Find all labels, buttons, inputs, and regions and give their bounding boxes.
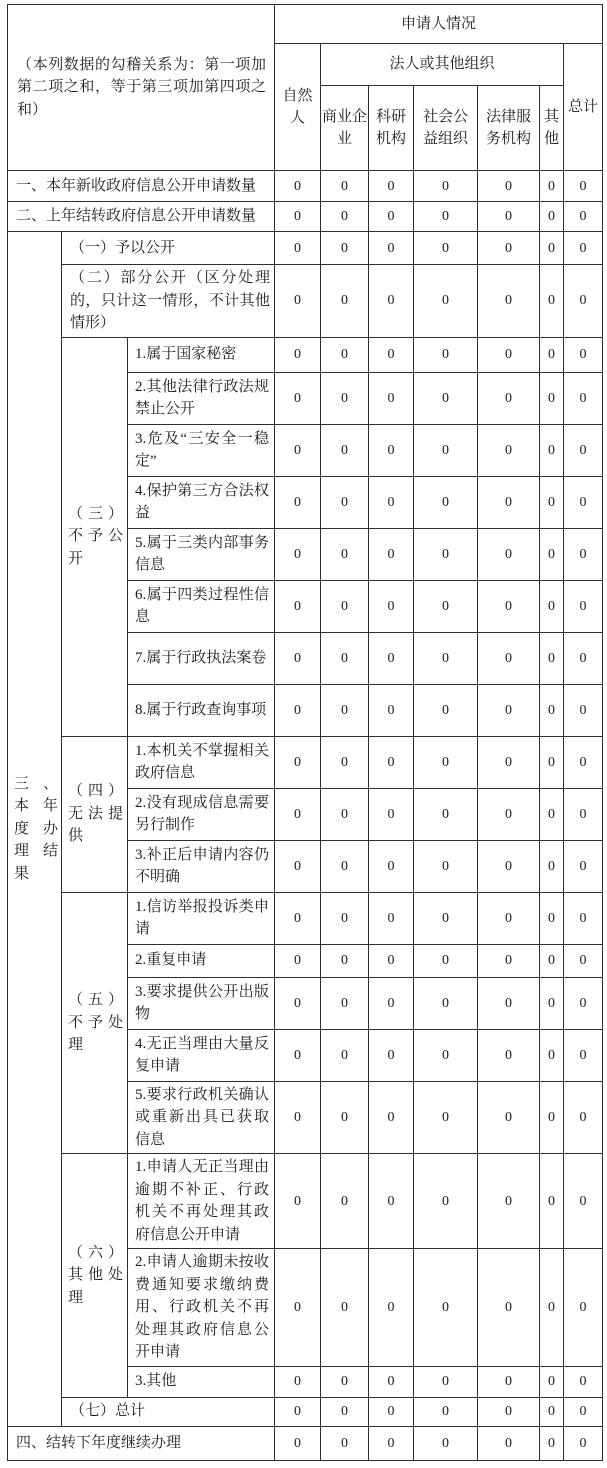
- value-cell: 0: [369, 1154, 414, 1249]
- value-cell: 0: [414, 202, 478, 232]
- value-cell: 0: [564, 232, 603, 265]
- value-cell: 0: [540, 202, 564, 232]
- value-cell: 0: [540, 476, 564, 528]
- group-label-unable-to-provide: （四）无法提供: [62, 736, 128, 892]
- value-cell: 0: [478, 1249, 540, 1367]
- row-label: 3.危及“三安全一稳定”: [128, 424, 275, 476]
- value-cell: 0: [478, 171, 540, 202]
- value-cell: 0: [564, 788, 603, 840]
- value-cell: 0: [321, 1029, 369, 1081]
- value-cell: 0: [414, 840, 478, 892]
- value-cell: 0: [478, 1081, 540, 1154]
- value-cell: 0: [564, 1249, 603, 1367]
- value-cell: 0: [275, 788, 321, 840]
- value-cell: 0: [478, 202, 540, 232]
- header-total: 总计: [564, 44, 603, 171]
- value-cell: 0: [275, 476, 321, 528]
- value-cell: 0: [540, 736, 564, 788]
- value-cell: 0: [275, 1154, 321, 1249]
- value-cell: 0: [369, 944, 414, 977]
- table-row: [8, 1154, 603, 1249]
- header-commercial-enterprise: 商业企业: [321, 86, 369, 171]
- value-cell: 0: [478, 1029, 540, 1081]
- value-cell: 0: [414, 1366, 478, 1397]
- value-cell: 0: [369, 1081, 414, 1154]
- value-cell: 0: [540, 840, 564, 892]
- row-label: 5.属于三类内部事务信息: [128, 528, 275, 580]
- value-cell: 0: [478, 944, 540, 977]
- value-cell: 0: [564, 171, 603, 202]
- value-cell: 0: [540, 1397, 564, 1426]
- table-row: [8, 202, 603, 232]
- value-cell: 0: [478, 684, 540, 736]
- value-cell: 0: [369, 1029, 414, 1081]
- value-cell: 0: [275, 736, 321, 788]
- value-cell: 0: [369, 1426, 414, 1460]
- value-cell: 0: [414, 1154, 478, 1249]
- value-cell: 0: [414, 424, 478, 476]
- header-natural-person: 自然人: [275, 44, 321, 171]
- value-cell: 0: [540, 1029, 564, 1081]
- value-cell: 0: [414, 788, 478, 840]
- value-cell: 0: [478, 977, 540, 1029]
- value-cell: 0: [275, 892, 321, 944]
- row-label: 2.没有现成信息需要另行制作: [128, 788, 275, 840]
- value-cell: 0: [564, 372, 603, 424]
- value-cell: 0: [369, 265, 414, 338]
- value-cell: 0: [478, 424, 540, 476]
- value-cell: 0: [478, 1426, 540, 1460]
- value-cell: 0: [540, 265, 564, 338]
- value-cell: 0: [414, 1029, 478, 1081]
- value-cell: 0: [275, 944, 321, 977]
- value-cell: 0: [564, 684, 603, 736]
- value-cell: 0: [369, 202, 414, 232]
- value-cell: 0: [540, 1366, 564, 1397]
- value-cell: 0: [275, 840, 321, 892]
- table-row: [8, 232, 603, 265]
- value-cell: 0: [564, 632, 603, 684]
- value-cell: 0: [478, 337, 540, 372]
- table-row: [8, 171, 603, 202]
- row-label: 4.无正当理由大量反复申请: [128, 1029, 275, 1081]
- value-cell: 0: [321, 684, 369, 736]
- table-row: [8, 1426, 603, 1460]
- value-cell: 0: [321, 736, 369, 788]
- value-cell: 0: [540, 424, 564, 476]
- value-cell: 0: [369, 977, 414, 1029]
- header-row-1: [8, 5, 603, 44]
- value-cell: 0: [369, 684, 414, 736]
- value-cell: 0: [275, 171, 321, 202]
- value-cell: 0: [564, 476, 603, 528]
- value-cell: 0: [275, 372, 321, 424]
- row-label: 1.申请人无正当理由逾期不补正、行政机关不再处理其政府信息公开申请: [128, 1154, 275, 1249]
- value-cell: 0: [321, 1426, 369, 1460]
- value-cell: 0: [540, 528, 564, 580]
- value-cell: 0: [540, 1249, 564, 1367]
- value-cell: 0: [321, 171, 369, 202]
- value-cell: 0: [414, 580, 478, 632]
- value-cell: 0: [275, 977, 321, 1029]
- row-label: 四、结转下年度继续办理: [8, 1426, 275, 1460]
- value-cell: 0: [321, 632, 369, 684]
- value-cell: 0: [275, 1366, 321, 1397]
- row-label: 1.本机关不掌握相关政府信息: [128, 736, 275, 788]
- table-row: [8, 265, 603, 338]
- value-cell: 0: [414, 1249, 478, 1367]
- value-cell: 0: [564, 1426, 603, 1460]
- value-cell: 0: [275, 1397, 321, 1426]
- value-cell: 0: [414, 632, 478, 684]
- value-cell: 0: [414, 476, 478, 528]
- value-cell: 0: [564, 337, 603, 372]
- table-row: [8, 337, 603, 372]
- value-cell: 0: [369, 840, 414, 892]
- value-cell: 0: [369, 736, 414, 788]
- row-label: 2.其他法律行政法规禁止公开: [128, 372, 275, 424]
- row-label: 1.属于国家秘密: [128, 337, 275, 372]
- value-cell: 0: [564, 977, 603, 1029]
- table-row: [8, 892, 603, 944]
- value-cell: 0: [414, 1426, 478, 1460]
- value-cell: 0: [369, 580, 414, 632]
- row-label: （二）部分公开（区分处理的，只计这一情形，不计其他情形）: [62, 265, 275, 338]
- value-cell: 0: [478, 788, 540, 840]
- row-label: 3.补正后申请内容仍不明确: [128, 840, 275, 892]
- value-cell: 0: [564, 202, 603, 232]
- value-cell: 0: [275, 1426, 321, 1460]
- value-cell: 0: [478, 476, 540, 528]
- value-cell: 0: [564, 840, 603, 892]
- header-research-institution: 科研机构: [369, 86, 414, 171]
- value-cell: 0: [564, 736, 603, 788]
- value-cell: 0: [369, 1249, 414, 1367]
- value-cell: 0: [369, 171, 414, 202]
- gov-info-disclosure-request-table: [7, 4, 603, 1461]
- row-label: 6.属于四类过程性信息: [128, 580, 275, 632]
- value-cell: 0: [478, 372, 540, 424]
- table-row: [8, 1397, 603, 1426]
- header-legal-service-org: 法律服务机构: [478, 86, 540, 171]
- value-cell: 0: [478, 528, 540, 580]
- group-label-other-handling: （六）其他处理: [62, 1154, 128, 1398]
- value-cell: 0: [478, 840, 540, 892]
- value-cell: 0: [369, 372, 414, 424]
- value-cell: 0: [369, 892, 414, 944]
- value-cell: 0: [321, 1397, 369, 1426]
- value-cell: 0: [478, 265, 540, 338]
- value-cell: 0: [321, 265, 369, 338]
- value-cell: 0: [369, 337, 414, 372]
- value-cell: 0: [564, 1397, 603, 1426]
- reconciliation-note: （本列数据的勾稽关系为：第一项加第二项之和，等于第三项加第四项之和）: [8, 5, 275, 171]
- value-cell: 0: [369, 424, 414, 476]
- value-cell: 0: [478, 232, 540, 265]
- value-cell: 0: [540, 892, 564, 944]
- value-cell: 0: [369, 528, 414, 580]
- value-cell: 0: [540, 171, 564, 202]
- value-cell: 0: [321, 1081, 369, 1154]
- value-cell: 0: [275, 202, 321, 232]
- value-cell: 0: [321, 424, 369, 476]
- value-cell: 0: [414, 265, 478, 338]
- row-label: 2.重复申请: [128, 944, 275, 977]
- value-cell: 0: [414, 528, 478, 580]
- value-cell: 0: [478, 892, 540, 944]
- value-cell: 0: [414, 892, 478, 944]
- value-cell: 0: [275, 265, 321, 338]
- value-cell: 0: [275, 580, 321, 632]
- group-label-not-processed: （五）不予处理: [62, 892, 128, 1154]
- value-cell: 0: [275, 1081, 321, 1154]
- value-cell: 0: [414, 944, 478, 977]
- value-cell: 0: [540, 977, 564, 1029]
- value-cell: 0: [478, 736, 540, 788]
- value-cell: 0: [478, 1154, 540, 1249]
- value-cell: 0: [369, 632, 414, 684]
- value-cell: 0: [321, 977, 369, 1029]
- value-cell: 0: [275, 1249, 321, 1367]
- header-applicant-status: 申请人情况: [275, 5, 603, 44]
- value-cell: 0: [321, 788, 369, 840]
- value-cell: 0: [540, 1081, 564, 1154]
- row-label: 一、本年新收政府信息公开申请数量: [8, 171, 275, 202]
- value-cell: 0: [414, 1397, 478, 1426]
- value-cell: 0: [564, 1081, 603, 1154]
- value-cell: 0: [540, 944, 564, 977]
- value-cell: 0: [369, 1397, 414, 1426]
- row-label: （一）予以公开: [62, 232, 275, 265]
- value-cell: 0: [478, 580, 540, 632]
- row-label: 二、上年结转政府信息公开申请数量: [8, 202, 275, 232]
- value-cell: 0: [564, 1029, 603, 1081]
- row-label: 3.要求提供公开出版物: [128, 977, 275, 1029]
- table-row: [8, 736, 603, 788]
- value-cell: 0: [369, 476, 414, 528]
- value-cell: 0: [321, 944, 369, 977]
- value-cell: 0: [321, 528, 369, 580]
- value-cell: 0: [540, 684, 564, 736]
- value-cell: 0: [321, 840, 369, 892]
- value-cell: 0: [414, 977, 478, 1029]
- row-label: 7.属于行政执法案卷: [128, 632, 275, 684]
- value-cell: 0: [321, 372, 369, 424]
- value-cell: 0: [564, 265, 603, 338]
- value-cell: 0: [478, 632, 540, 684]
- row-label: 5.要求行政机关确认或重新出具已获取信息: [128, 1081, 275, 1154]
- value-cell: 0: [564, 892, 603, 944]
- group-label-not-disclosed: （三）不予公开: [62, 337, 128, 736]
- value-cell: 0: [275, 684, 321, 736]
- value-cell: 0: [321, 476, 369, 528]
- value-cell: 0: [414, 684, 478, 736]
- header-legal-or-other-org: 法人或其他组织: [321, 44, 564, 86]
- value-cell: 0: [540, 372, 564, 424]
- row-label: 8.属于行政查询事项: [128, 684, 275, 736]
- value-cell: 0: [275, 424, 321, 476]
- value-cell: 0: [540, 1426, 564, 1460]
- value-cell: 0: [540, 788, 564, 840]
- value-cell: 0: [540, 232, 564, 265]
- value-cell: 0: [540, 337, 564, 372]
- value-cell: 0: [540, 632, 564, 684]
- value-cell: 0: [369, 232, 414, 265]
- value-cell: 0: [414, 372, 478, 424]
- value-cell: 0: [321, 232, 369, 265]
- value-cell: 0: [321, 202, 369, 232]
- value-cell: 0: [478, 1366, 540, 1397]
- value-cell: 0: [540, 1154, 564, 1249]
- value-cell: 0: [275, 528, 321, 580]
- value-cell: 0: [564, 944, 603, 977]
- header-public-welfare-org: 社会公益组织: [414, 86, 478, 171]
- row-label: 4.保护第三方合法权益: [128, 476, 275, 528]
- value-cell: 0: [414, 337, 478, 372]
- value-cell: 0: [321, 337, 369, 372]
- section3-label: 三、本年度办理结果: [8, 232, 62, 1427]
- value-cell: 0: [564, 1154, 603, 1249]
- value-cell: 0: [321, 1249, 369, 1367]
- value-cell: 0: [414, 1081, 478, 1154]
- value-cell: 0: [275, 1029, 321, 1081]
- value-cell: 0: [321, 1154, 369, 1249]
- value-cell: 0: [478, 1397, 540, 1426]
- value-cell: 0: [564, 424, 603, 476]
- row-label: 2.申请人逾期未按收费通知要求缴纳费用、行政机关不再处理其政府信息公开申请: [128, 1249, 275, 1367]
- row-label: 1.信访举报投诉类申请: [128, 892, 275, 944]
- value-cell: 0: [414, 232, 478, 265]
- value-cell: 0: [369, 1366, 414, 1397]
- value-cell: 0: [564, 528, 603, 580]
- value-cell: 0: [414, 171, 478, 202]
- value-cell: 0: [321, 580, 369, 632]
- value-cell: 0: [414, 736, 478, 788]
- value-cell: 0: [275, 232, 321, 265]
- value-cell: 0: [321, 1366, 369, 1397]
- header-other-org: 其他: [540, 86, 564, 171]
- row-label: （七）总计: [62, 1397, 275, 1426]
- value-cell: 0: [369, 788, 414, 840]
- row-label: 3.其他: [128, 1366, 275, 1397]
- value-cell: 0: [275, 337, 321, 372]
- value-cell: 0: [564, 580, 603, 632]
- value-cell: 0: [540, 580, 564, 632]
- value-cell: 0: [564, 1366, 603, 1397]
- value-cell: 0: [321, 892, 369, 944]
- value-cell: 0: [275, 632, 321, 684]
